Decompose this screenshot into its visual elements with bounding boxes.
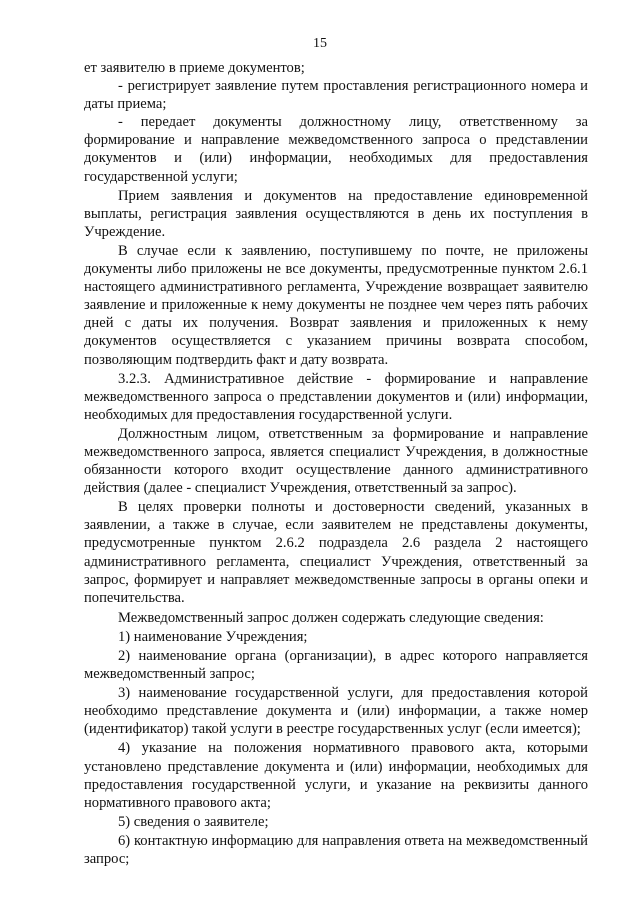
paragraph-transfer-documents: - передает документы должностному лицу, ответственному за формирование и направление межведомственного запроса о представлении документов и (или) информации, необходимых для предоставления государственной услуги; [84, 114, 588, 185]
paragraph-register-application: - регистрирует заявление путем проставления регистрационного номера и даты приема; [84, 78, 588, 113]
paragraph-continuation: ет заявителю в приеме документов; [84, 60, 305, 76]
list-item-4: 4) указание на положения нормативного правового акта, которыми установлено представление документа и (или) информации, необходимых для предоставления государственной услуги, и указание на реквизиты данного нормативного правового акта; [84, 740, 588, 811]
paragraph-postal-return: В случае если к заявлению, поступившему по почте, не приложены документы либо приложены не все документы, предусмотренные пунктом 2.6.1 настоящего административного регламента, Учреждение возвращает заявителю заявление и приложенные к нему документы не позднее чем через пять рабочих дней с даты их получения. Возврат заявления и приложенных к нему документов осуществляется с указанием причины возврата способом, позволяющим подтвердить факт и дату возврата. [84, 242, 588, 368]
paragraph-responsible-official: Должностным лицом, ответственным за формирование и направление межведомственного запроса, является специалист Учреждения, в должностные обязанности которого входит осуществление данного административного действия (далее - специалист Учреждения, ответственный за запрос). [84, 425, 588, 497]
list-item-2: 2) наименование органа (организации), в адрес которого направляется межведомственный запрос; [84, 648, 588, 683]
list-item-6: 6) контактную информацию для направления ответа на межведомственный запрос; [84, 832, 588, 868]
document-body [84, 59, 588, 868]
page-number: 15 [313, 36, 327, 51]
list-item-3: 3) наименование государственной услуги, для предоставления которой необходимо представление документа и (или) информации, а также номер (идентификатор) такой услуги в реестре государственных услуг (если имеется); [84, 685, 588, 738]
paragraph-reception-registration: Прием заявления и документов на предоставление единовременной выплаты, регистрация заявления осуществляются в день их поступления в Учреждение. [84, 187, 588, 240]
paragraph-section-3-2-3: 3.2.3. Административное действие - формирование и направление межведомственного запроса о представлении документов и (или) информации, необходимых для предоставления государственной услуги. [84, 370, 588, 423]
paragraph-verification-purpose: В целях проверки полноты и достоверности сведений, указанных в заявлении, а также в случае, если заявителем не представлены документы, предусмотренные пунктом 2.6.2 подраздела 2.6 раздела 2 настоящего административного регламента, специалист Учреждения, ответственный за запрос, формирует и направляет межведомственные запросы в органы опеки и попечительства. [84, 499, 588, 606]
paragraph-request-contents-intro: Межведомственный запрос должен содержать следующие сведения: [118, 609, 544, 626]
list-item-5: 5) сведения о заявителе; [118, 813, 269, 830]
list-item-1: 1) наименование Учреждения; [118, 628, 308, 645]
